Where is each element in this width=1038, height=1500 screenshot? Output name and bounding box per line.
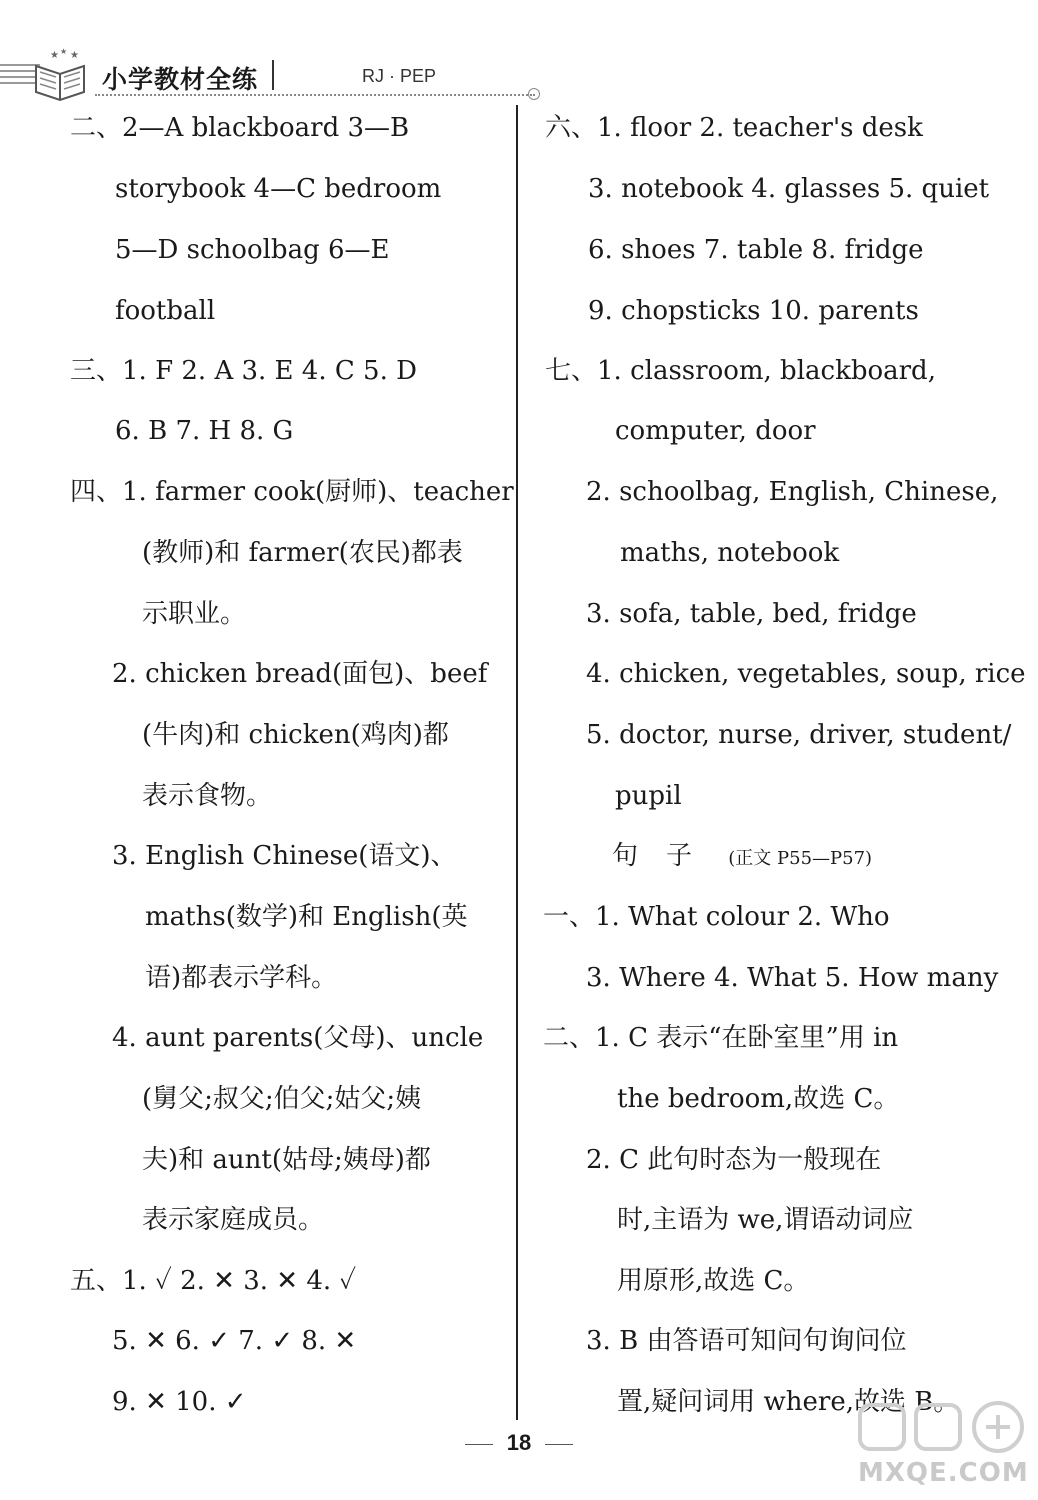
book-title: 小学教材全练 xyxy=(102,65,259,94)
answer-line: maths, notebook xyxy=(620,538,840,568)
svg-text:★: ★ xyxy=(70,50,79,61)
answer-line: 5—D schoolbag 6—E xyxy=(115,235,390,265)
column-divider xyxy=(516,105,518,1420)
answer-line: 表示食物。 xyxy=(142,781,273,811)
answer-line: 2. schoolbag, English, Chinese, xyxy=(586,477,999,507)
open-book-logo-icon xyxy=(30,46,90,102)
answer-line: 9. chopsticks 10. parents xyxy=(588,296,919,326)
answer-line: (牛肉)和 chicken(鸡肉)都 xyxy=(142,720,449,750)
header-separator xyxy=(272,60,274,90)
answer-line: 夫)和 aunt(姑母;姨母)都 xyxy=(142,1145,431,1175)
answer-line: 5. ✕ 6. ✓ 7. ✓ 8. ✕ xyxy=(112,1326,357,1356)
answer-line: 示职业。 xyxy=(142,599,247,629)
answer-line: computer, door xyxy=(615,416,816,446)
edition-label: RJ · PEP xyxy=(362,66,437,86)
answer-line: 3. sofa, table, bed, fridge xyxy=(586,599,917,629)
answer-line: 6. shoes 7. table 8. fridge xyxy=(588,235,924,265)
answer-line: 2. chicken bread(面包)、beef xyxy=(112,659,488,689)
answer-line: 一、1. What colour 2. Who xyxy=(543,902,890,932)
answer-line: football xyxy=(115,296,216,326)
header-rule-end xyxy=(528,88,540,100)
answer-line: 二、2—A blackboard 3—B xyxy=(70,113,410,143)
answer-line: 2. C 此句时态为一般现在 xyxy=(586,1145,882,1175)
answer-line: 3. Where 4. What 5. How many xyxy=(586,963,999,993)
answer-line: 3. English Chinese(语文)、 xyxy=(112,841,457,871)
answer-line: 四、1. farmer cook(厨师)、teacher xyxy=(70,477,514,507)
answer-line: the bedroom,故选 C。 xyxy=(617,1084,900,1114)
watermark-url: MXQE.COM xyxy=(858,1458,1029,1488)
answer-line: 4. chicken, vegetables, soup, rice xyxy=(586,659,1026,689)
answer-line: 置,疑问词用 where,故选 B。 xyxy=(617,1387,960,1417)
svg-text:★: ★ xyxy=(60,47,68,56)
answer-line: 三、1. F 2. A 3. E 4. C 5. D xyxy=(70,356,417,386)
header-rule xyxy=(95,94,535,96)
svg-text:★: ★ xyxy=(50,50,59,61)
page-number-dash xyxy=(545,1444,573,1445)
section-title-ref: (正文 P55—P57) xyxy=(728,848,873,869)
answer-line: 4. aunt parents(父母)、uncle xyxy=(112,1023,484,1053)
answer-line: 时,主语为 we,谓语动词应 xyxy=(617,1205,914,1235)
answer-line: 语)都表示学科。 xyxy=(145,963,338,993)
answer-line: 二、1. C 表示“在卧室里”用 in xyxy=(543,1023,899,1053)
answer-line: 5. doctor, nurse, driver, student/ xyxy=(586,720,1012,750)
answer-line: 3. B 由答语可知问句询问位 xyxy=(586,1326,907,1356)
answer-line: 3. notebook 4. glasses 5. quiet xyxy=(588,174,990,204)
answer-line: 七、1. classroom, blackboard, xyxy=(545,356,936,386)
answer-line: 9. ✕ 10. ✓ xyxy=(112,1387,247,1417)
answer-line: 五、1. ✓ 2. ✕ 3. ✕ 4. ✓ xyxy=(70,1266,357,1296)
answer-line: 六、1. floor 2. teacher's desk xyxy=(545,113,923,143)
watermark-stamp-icon xyxy=(856,1395,1036,1455)
page-header xyxy=(0,40,545,100)
answer-line: (舅父;叔父;伯父;姑父;姨 xyxy=(142,1084,422,1114)
page-number-dash xyxy=(465,1444,493,1445)
section-title-name: 句子 xyxy=(612,841,721,871)
answer-line: 表示家庭成员。 xyxy=(142,1205,325,1235)
answer-line: 6. B 7. H 8. G xyxy=(115,416,294,446)
page-number-value: 18 xyxy=(506,1430,532,1455)
answer-line: pupil xyxy=(615,781,682,811)
answer-line: (教师)和 farmer(农民)都表 xyxy=(142,538,463,568)
answer-line: maths(数学)和 English(英 xyxy=(145,902,468,932)
answer-line: 用原形,故选 C。 xyxy=(617,1266,810,1296)
section-title xyxy=(612,838,872,877)
answer-line: storybook 4—C bedroom xyxy=(115,174,442,204)
